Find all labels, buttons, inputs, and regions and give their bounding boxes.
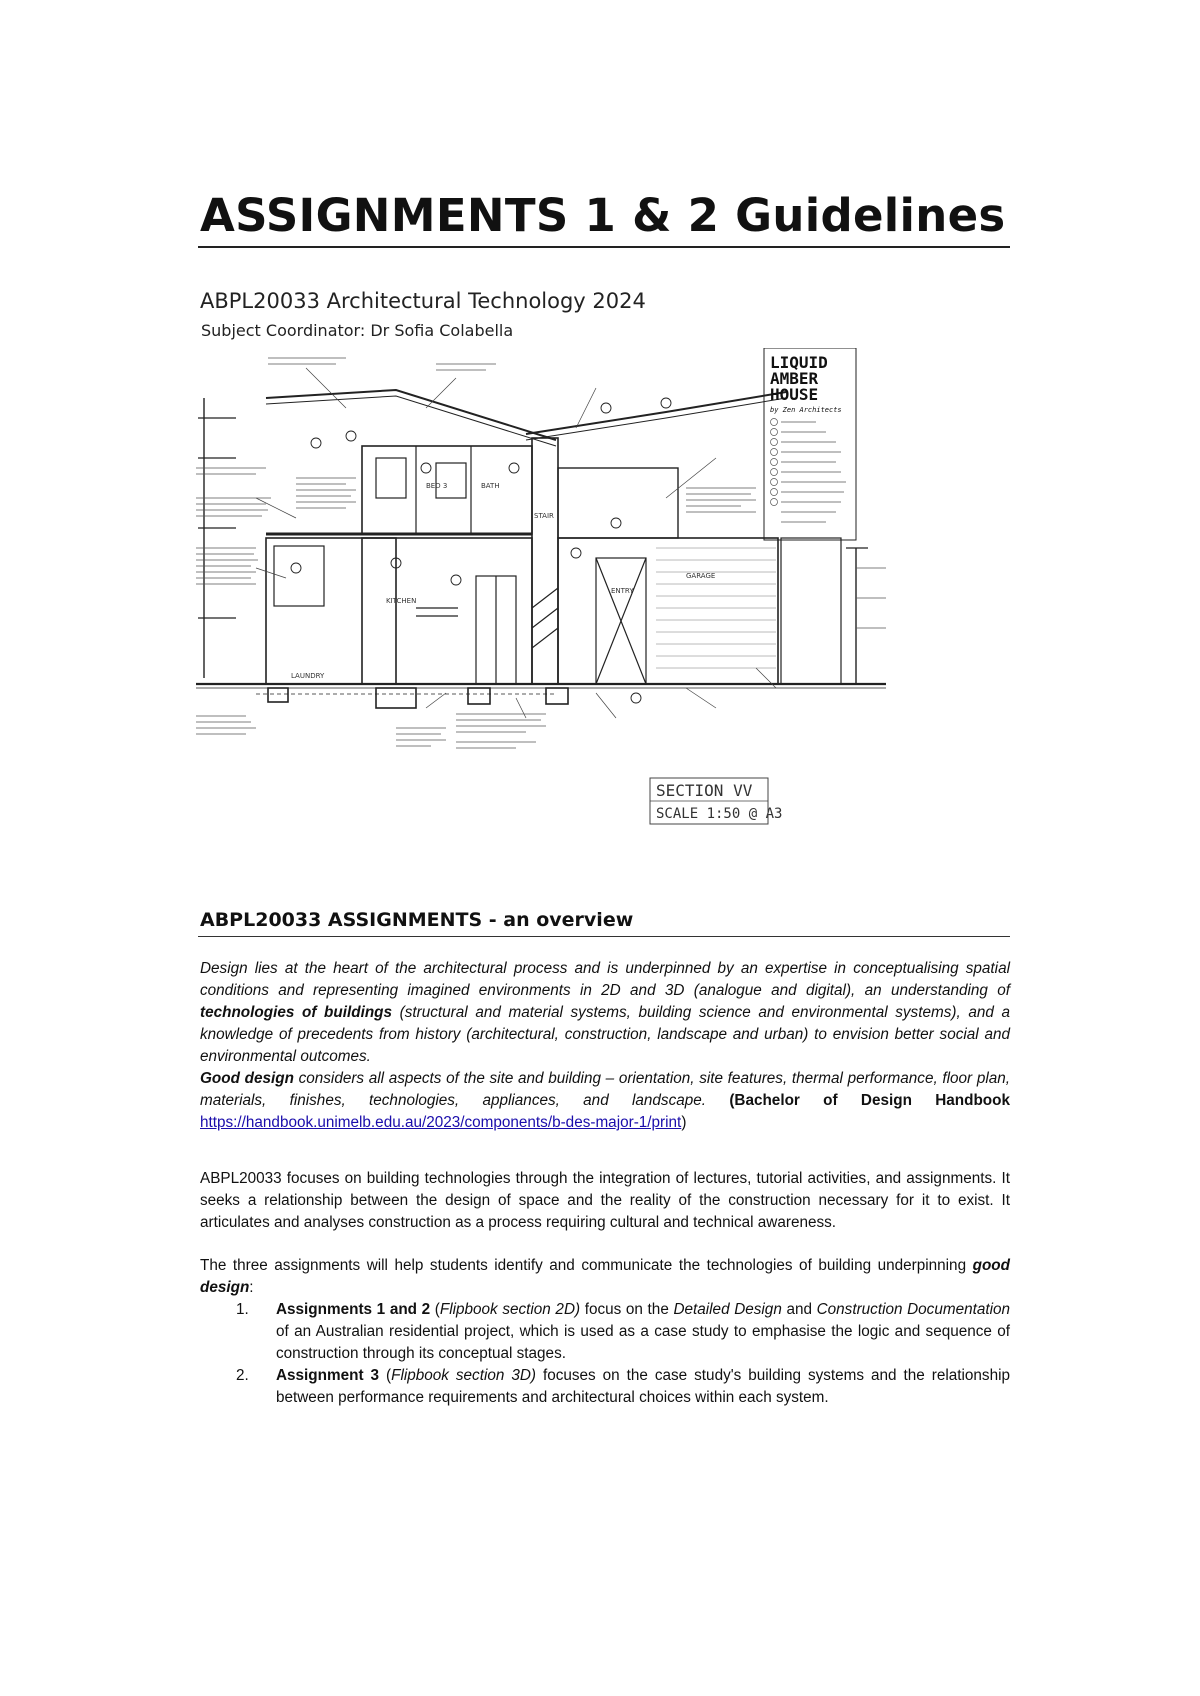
title-underline: [198, 246, 1010, 248]
page-title: ASSIGNMENTS 1 & 2 Guidelines: [200, 189, 1006, 242]
item-construction-documentation: Construction Documentation: [816, 1301, 1010, 1318]
item-text: and: [781, 1301, 817, 1318]
p3-emphasis-good-design: good design: [200, 1257, 1010, 1296]
overview-paragraph-3: [200, 1255, 1010, 1299]
brand-line-2: AMBER: [770, 369, 819, 388]
room-label-stair: STAIR: [534, 512, 554, 520]
p1-handbook-citation: (Bachelor of Design Handbook: [729, 1092, 1011, 1109]
p3-colon: :: [249, 1279, 254, 1296]
p3-text-a: The three assignments will help students identify and communicate the technologies of building underpinning: [200, 1257, 973, 1274]
brand-subtitle: by Zen Architects: [770, 406, 842, 414]
section-underline: [198, 936, 1010, 937]
p1-text-a: Design lies at the heart of the architectural process and is underpinned by an expertise in conceptualising spatial conditions and representing imagined environments in 2D and 3D (analogue and digital), an understanding of: [200, 960, 1010, 999]
item-text: focuses on the case study's building systems and the relationship between performance requirements and architectural choices within each system.: [276, 1367, 1010, 1406]
p1-emphasis-technologies: technologies of buildings: [200, 1004, 393, 1021]
scale-label: SCALE 1:50 @ A3: [656, 806, 783, 822]
item-detailed-design: Detailed Design: [673, 1301, 782, 1318]
brand-line-3: HOUSE: [770, 385, 819, 404]
item-paren: (: [430, 1301, 440, 1318]
overview-paragraph-1: [200, 958, 1010, 1134]
p1-emphasis-good-design: Good design: [200, 1070, 294, 1087]
section-heading: ABPL20033 ASSIGNMENTS - an overview: [200, 909, 634, 931]
p1-text-e: considers all aspects of the site and building – orientation, site features, thermal performance, floor plan, materials, finishes, technologies, appliances, and landscape.: [200, 1070, 1010, 1109]
item-title: Assignment 3: [276, 1367, 380, 1384]
handbook-link[interactable]: https://handbook.unimelb.edu.au/2023/components/b-des-major-1/print: [200, 1114, 682, 1131]
architectural-section-drawing: [196, 348, 934, 848]
subject-coordinator: Subject Coordinator: Dr Sofia Colabella: [201, 321, 514, 340]
list-number: 1.: [236, 1301, 249, 1318]
list-item: [200, 1299, 1010, 1365]
assignments-list: [200, 1299, 1010, 1409]
room-label-garage: GARAGE: [686, 572, 716, 580]
item-paren: (: [379, 1367, 392, 1384]
item-flipbook-ref: Flipbook section 2D): [439, 1301, 581, 1318]
room-label-laundry: LAUNDRY: [291, 672, 325, 680]
overview-paragraph-2: ABPL20033 focuses on building technologies through the integration of lectures, tutorial activities, and assignments. It seeks a relationship between the design of space and the reality of the construction necessary for it to exist. It articulates and analyses construction as a process requiring cultural and technical awareness.: [200, 1170, 1010, 1231]
p1-text-c: (structural and material systems, building science and environmental systems), and a knowledge of precedents from history (architectural, construction, landscape and urban) to envision better social and environmental outcomes.: [200, 1004, 1010, 1065]
item-title: Assignments 1 and 2: [276, 1301, 431, 1318]
item-text: focus on the: [580, 1301, 674, 1318]
room-label-kitchen: KITCHEN: [386, 597, 417, 605]
room-label-bed3: BED 3: [426, 482, 448, 490]
room-label-entry: ENTRY: [611, 587, 634, 595]
list-number: 2.: [236, 1367, 249, 1384]
item-flipbook-ref: Flipbook section 3D): [391, 1367, 536, 1384]
subject-title: ABPL20033 Architectural Technology 2024: [200, 289, 646, 313]
room-label-bath: BATH: [481, 482, 500, 490]
brand-line-1: LIQUID: [770, 353, 828, 372]
item-text: of an Australian residential project, which is used as a case study to emphasise the logic and sequence of construction through its conceptual stages.: [276, 1323, 1010, 1362]
p1-close-paren: ): [681, 1114, 687, 1131]
section-label: SECTION VV: [656, 781, 753, 800]
list-item: [200, 1365, 1010, 1409]
